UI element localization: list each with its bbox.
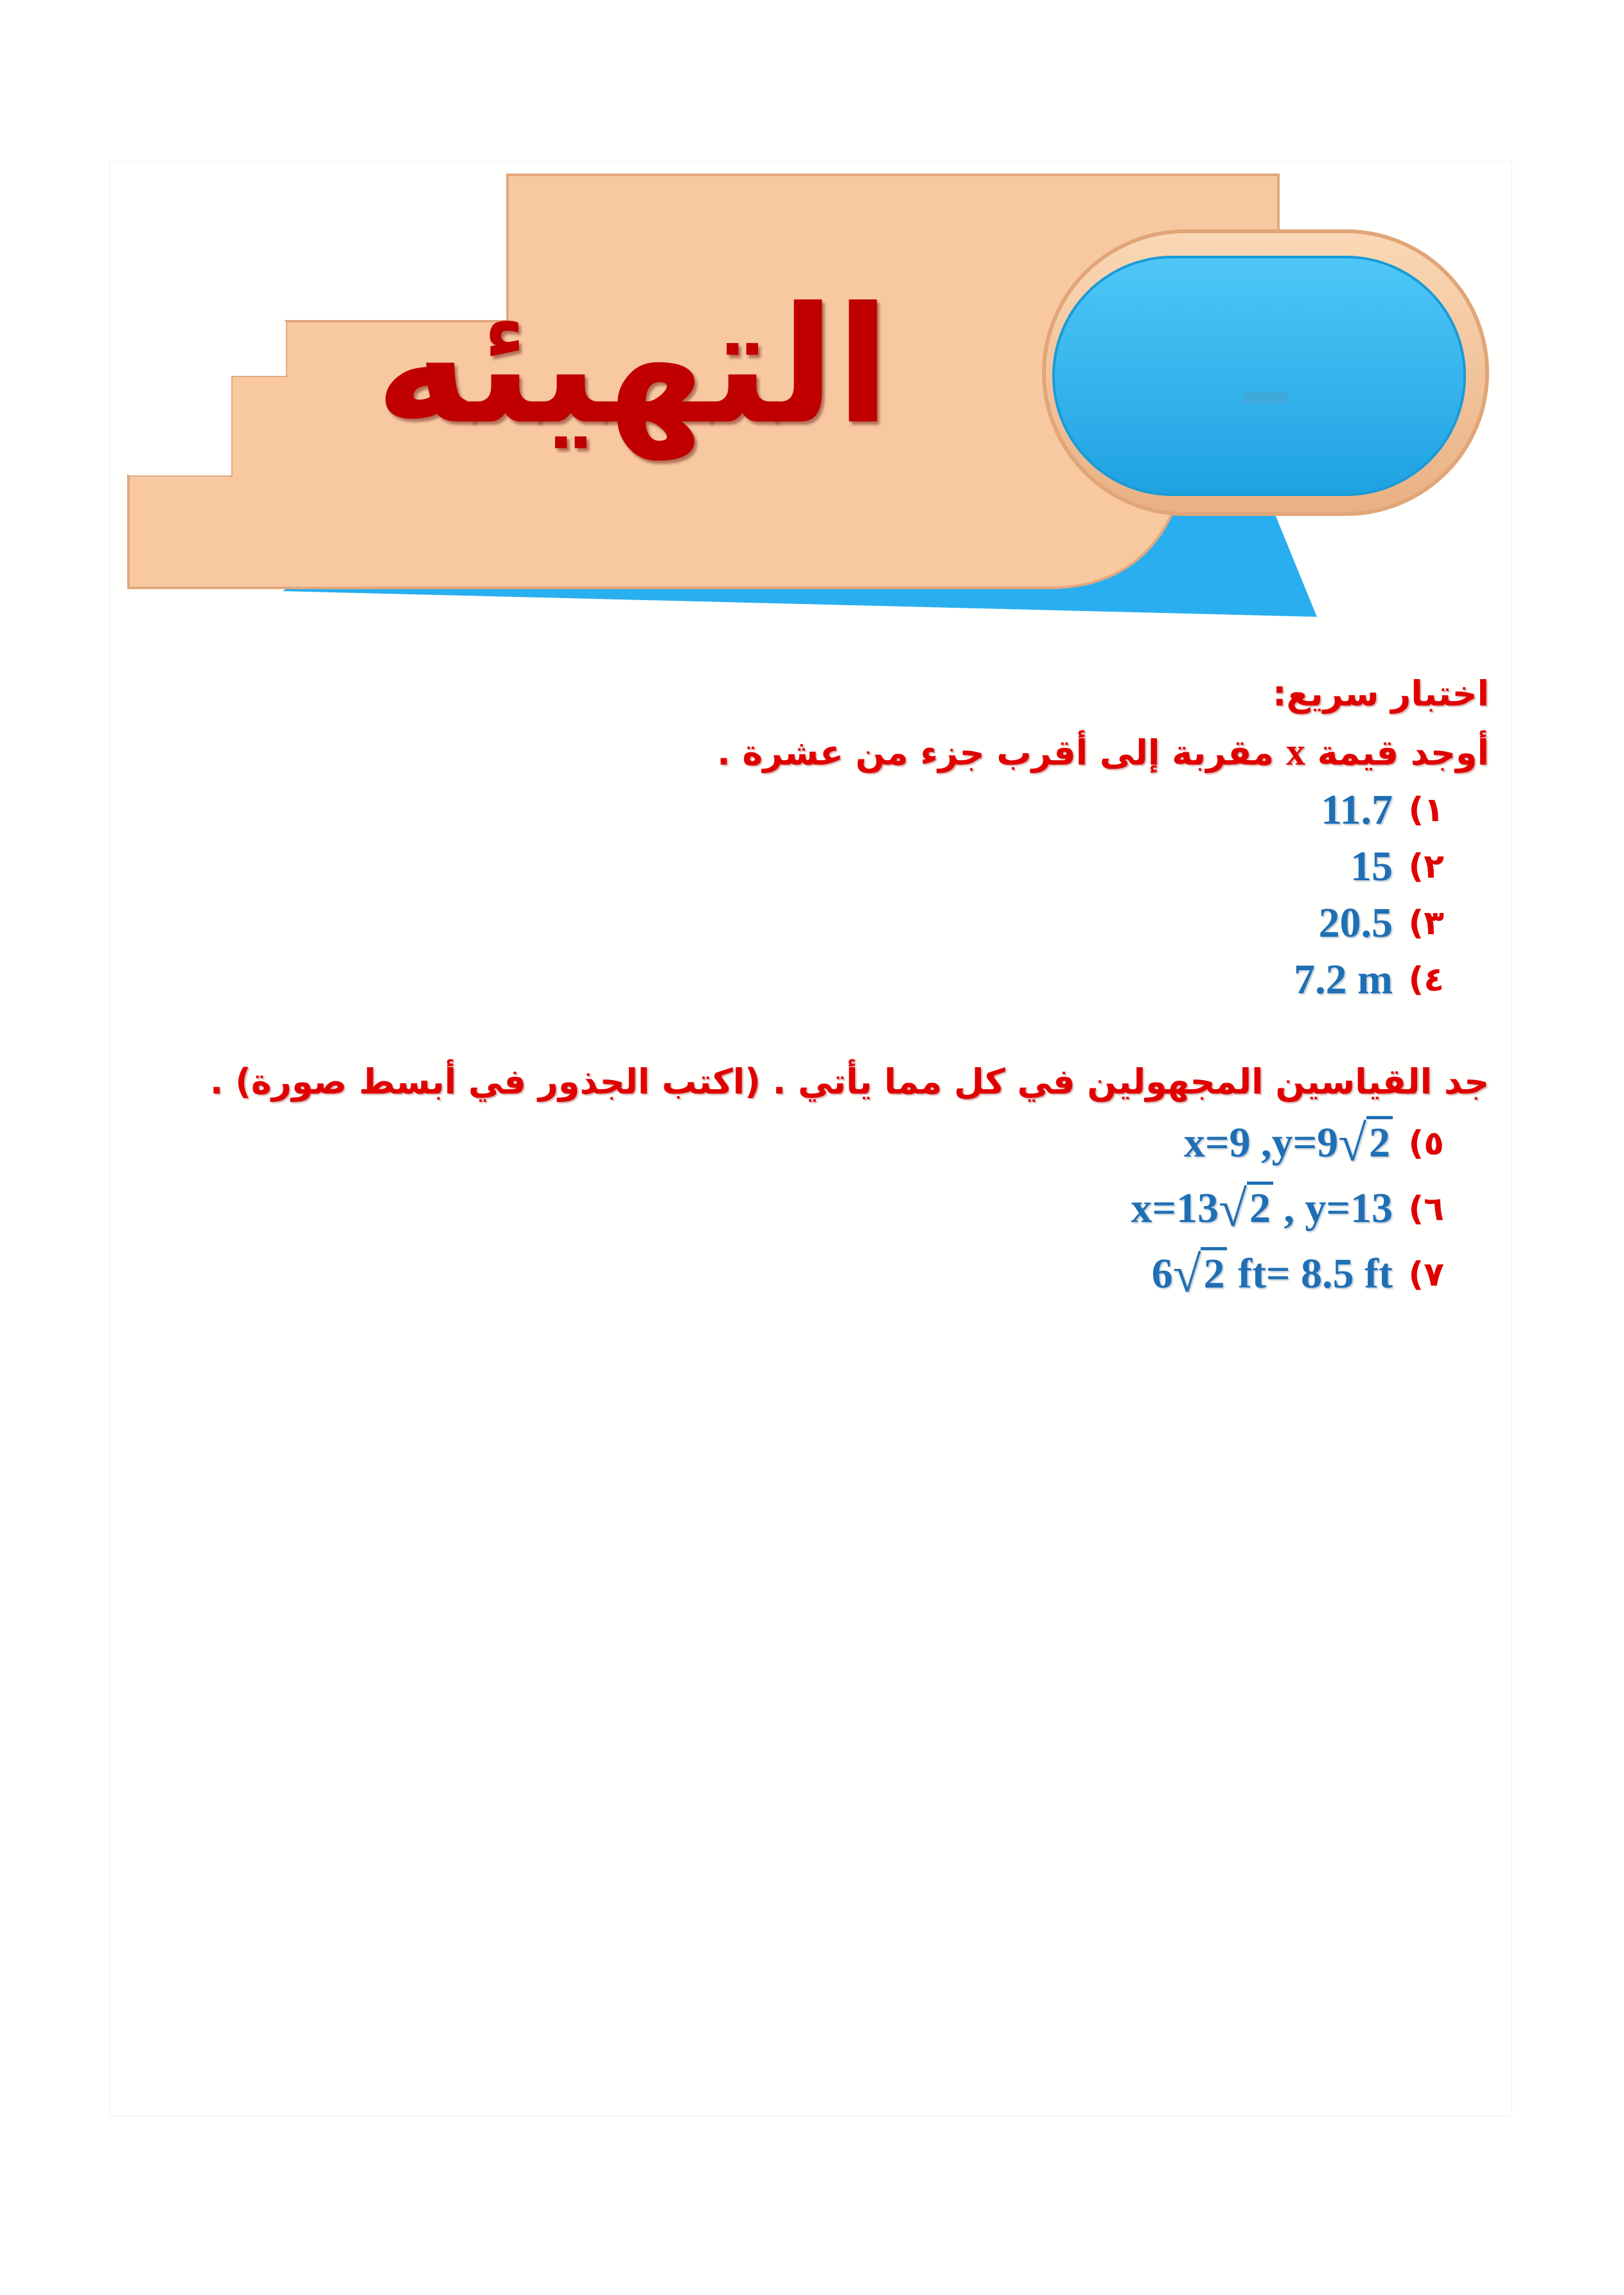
sqrt-symbol: √2 (1219, 1180, 1273, 1239)
header-banner (0, 0, 1624, 642)
banner-title: التهيئه (375, 272, 891, 459)
answer-number: ٤) (1408, 961, 1444, 999)
main-content (108, 665, 1489, 1307)
answer-item (108, 1242, 1444, 1307)
answer-value: 7.2 m (1294, 956, 1393, 1003)
answer-number: ٢) (1408, 847, 1444, 886)
answer-item (108, 952, 1444, 1008)
instruction-variable: x (1285, 731, 1305, 773)
answer-item (108, 1111, 1444, 1176)
answer-value: 11.7 (1321, 786, 1393, 833)
quiz-instruction (108, 723, 1489, 782)
instruction-text-end: مقربة إلى أقرب جزء من عشرة . (717, 732, 1286, 773)
answer-value: 20.5 (1318, 899, 1393, 946)
answer-number: ٥) (1408, 1124, 1444, 1163)
answer-list-1 (108, 782, 1489, 1008)
answer-number: ٦) (1408, 1190, 1444, 1228)
answer-number: ١) (1408, 791, 1444, 829)
sqrt-symbol: √2 (1173, 1246, 1228, 1304)
banner-pill (1054, 257, 1465, 495)
part2-instruction: جد القياسين المجهولين في كل مما يأتي . (اكتب الجذور في أبسط صورة) . (209, 1061, 1489, 1102)
answer-value: x=9 ,y=9√2 (1184, 1115, 1393, 1173)
answer-number: ٧) (1408, 1255, 1444, 1294)
answer-item (108, 782, 1444, 838)
answer-value: x=13√2 , y=13 (1131, 1180, 1393, 1237)
instruction-text-start: أوجد قيمة (1305, 732, 1489, 773)
answer-value: 6√2 ft= 8.5 ft (1151, 1246, 1393, 1303)
quiz-heading: اختبار سريع: (1272, 673, 1489, 714)
answer-value: 15 (1350, 843, 1393, 890)
answer-number: ٣) (1408, 904, 1444, 943)
sqrt-symbol: √2 (1338, 1115, 1393, 1173)
answer-item (108, 895, 1444, 952)
answer-item (108, 1176, 1444, 1242)
answer-list-2 (108, 1111, 1489, 1307)
answer-item (108, 838, 1444, 895)
